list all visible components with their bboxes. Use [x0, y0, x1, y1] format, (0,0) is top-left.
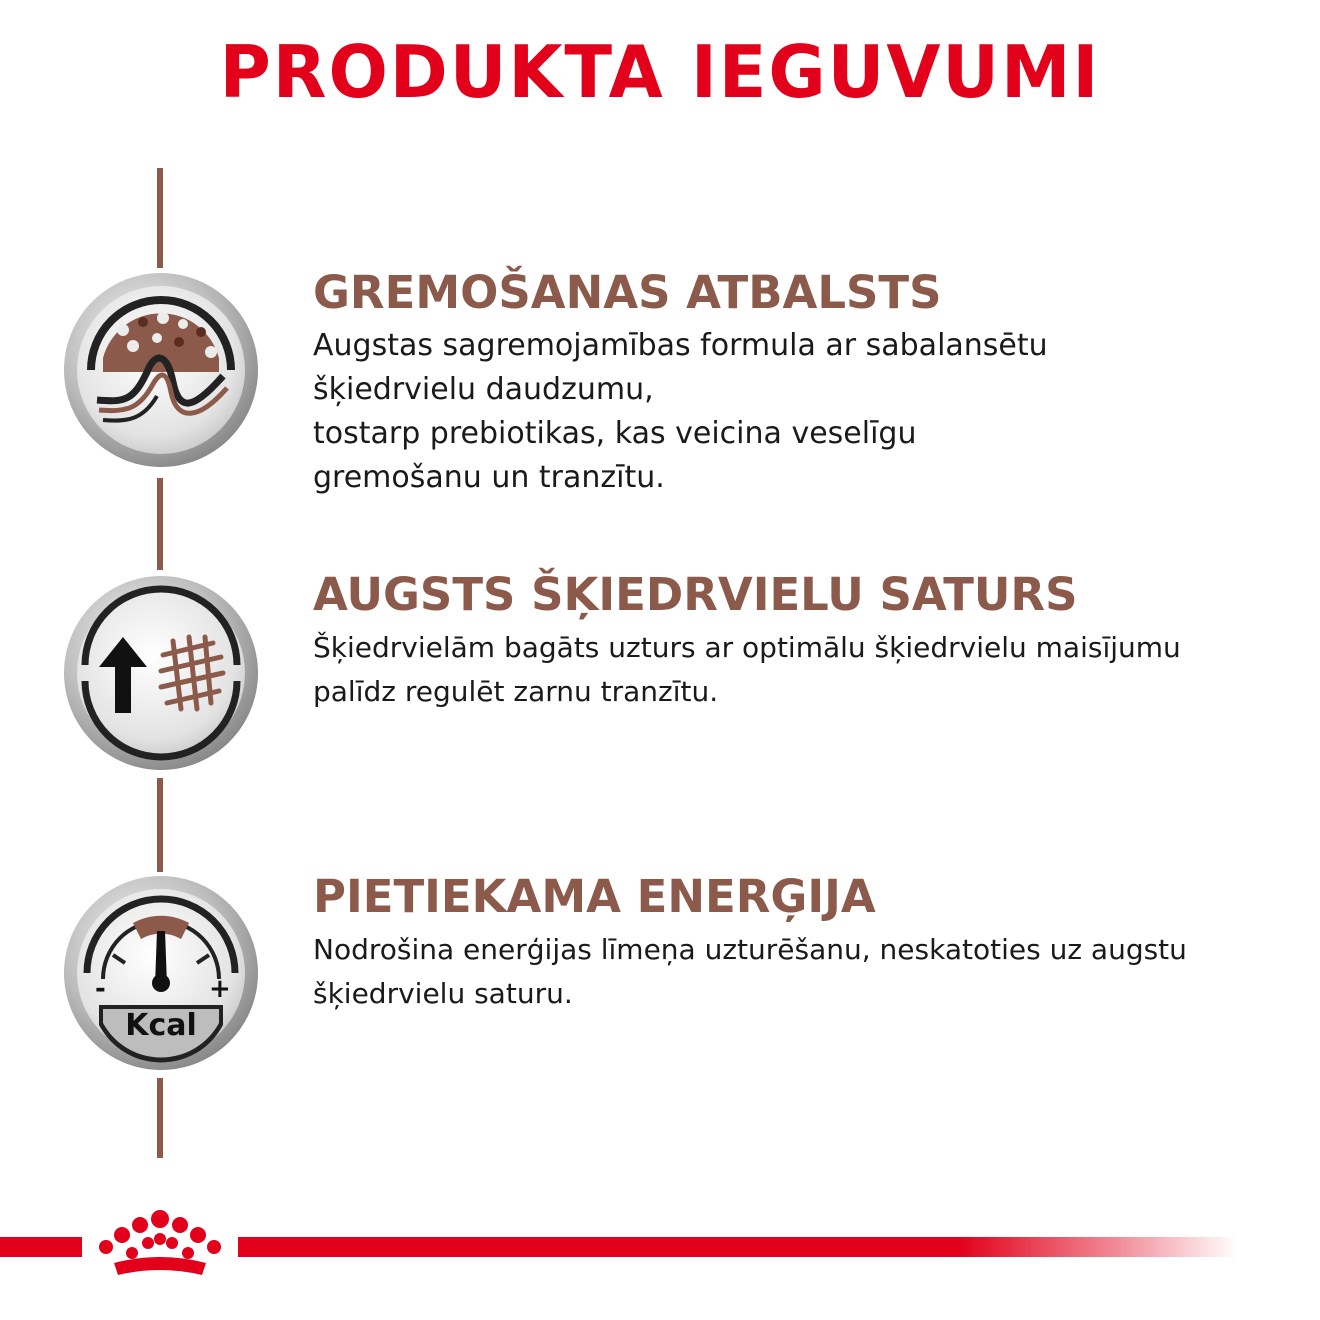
benefit-heading: GREMOŠANAS ATBALSTS [313, 266, 942, 319]
page-title: PRODUKTA IEGUVUMI [219, 30, 1101, 114]
benefit-heading: AUGSTS ŠĶIEDRVIELU SATURS [313, 568, 1078, 621]
benefit-energy [313, 872, 1303, 1016]
energy-gauge-icon [63, 875, 259, 1071]
description-line: palīdz regulēt zarnu tranzītu. [313, 674, 719, 708]
benefit-high-fiber [313, 570, 1303, 714]
benefit-description [313, 928, 1303, 1016]
description-line: gremošanu un tranzītu. [313, 459, 665, 495]
description-line: šķiedrvielu daudzumu, [313, 371, 654, 407]
crown-logo-icon [92, 1205, 228, 1285]
gauge-unit-label: Kcal [125, 1008, 197, 1043]
timeline-segment [157, 478, 163, 570]
benefit-description [313, 324, 1303, 500]
footer-bar-left [0, 1237, 82, 1257]
benefit-heading: PIETIEKAMA ENERĢIJA [313, 870, 876, 923]
high-fiber-icon [63, 575, 259, 771]
timeline-segment [157, 778, 163, 872]
footer-bar-right [238, 1237, 1238, 1257]
benefit-description [313, 626, 1303, 714]
description-line: šķiedrvielu saturu. [313, 976, 573, 1010]
description-line: Augstas sagremojamības formula ar sabalansētu [313, 327, 1048, 363]
description-line: Šķiedrvielām bagāts uzturs ar optimālu šķiedrvielu maisījumu [313, 630, 1181, 664]
gauge-minus: - [95, 974, 106, 1004]
digestion-icon [63, 272, 259, 468]
timeline-segment [157, 168, 163, 268]
timeline-segment [157, 1078, 163, 1158]
benefit-digestion [313, 268, 1303, 500]
description-line: Nodrošina enerģijas līmeņa uzturēšanu, neskatoties uz augstu [313, 932, 1187, 966]
description-line: tostarp prebiotikas, kas veicina veselīgu [313, 415, 917, 451]
gauge-plus: + [209, 974, 231, 1004]
